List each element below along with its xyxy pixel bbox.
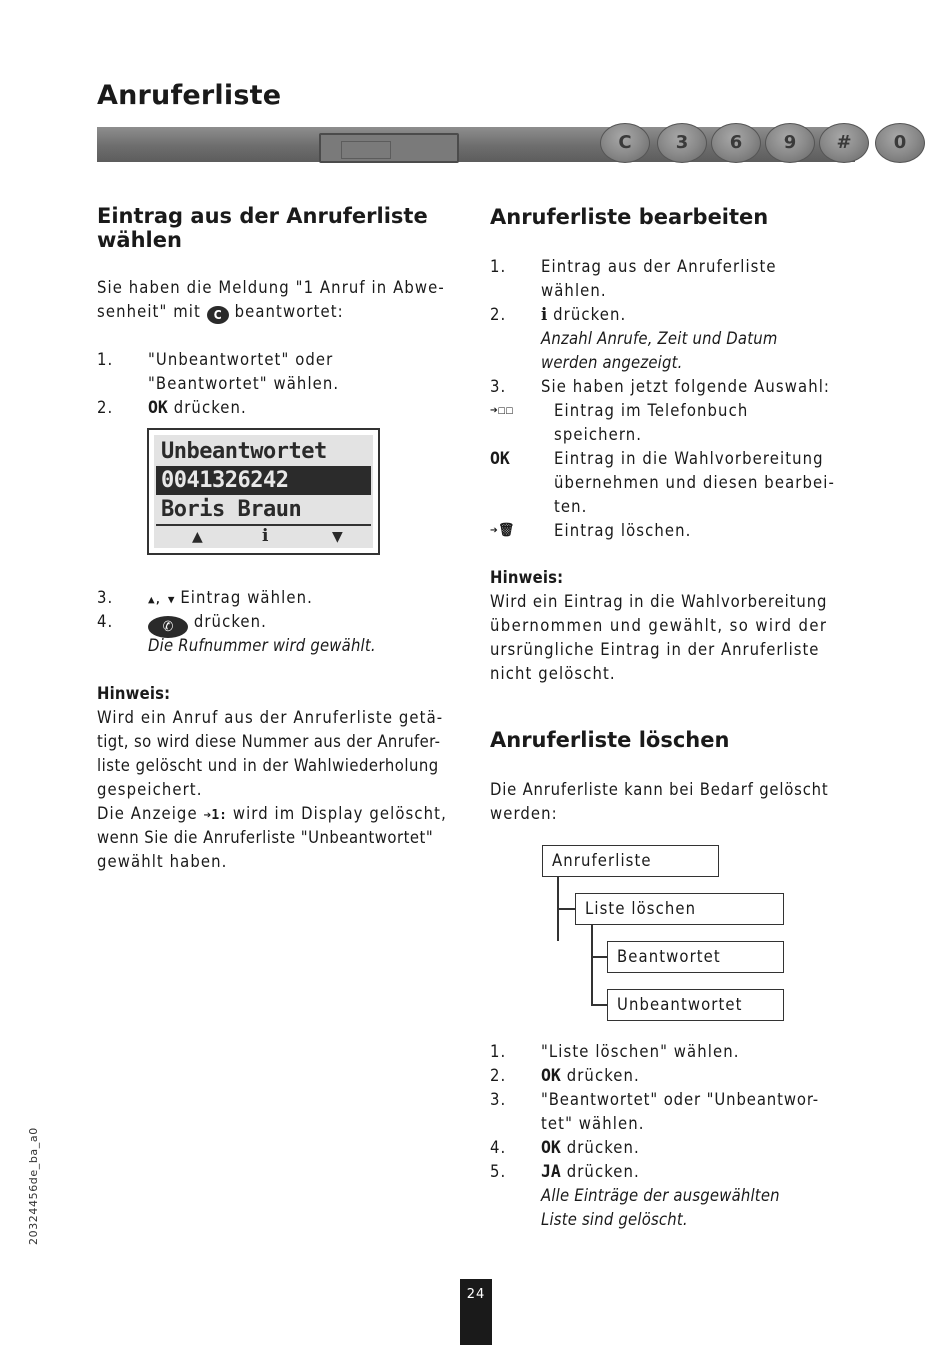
down-arrow-icon: ▼ xyxy=(332,529,343,545)
step-text: "Unbeantwortet" oder xyxy=(148,350,334,369)
note-title: Hinweis: xyxy=(97,684,171,703)
menu-item-unbeantwortet: Unbeantwortet xyxy=(607,989,784,1021)
ok-key-icon: OK xyxy=(148,398,168,417)
note-line: Die Anzeige ➔1: wird im Display gelöscht, xyxy=(97,804,447,823)
step-number: 2. xyxy=(490,305,507,324)
document-code: 20324456de_ba_a0 xyxy=(27,1127,40,1245)
step-note: Anzahl Anrufe, Zeit und Datum xyxy=(541,329,778,348)
intro-line: Sie haben die Meldung "1 Anruf in Abwe- xyxy=(97,278,445,297)
step-number: 2. xyxy=(490,1066,507,1085)
call-key-icon: ✆ xyxy=(148,616,188,638)
note-line: nicht gelöscht. xyxy=(490,664,616,683)
tree-connector xyxy=(591,956,607,958)
note-line: Wird ein Eintrag in die Wahlvorbereitung xyxy=(490,592,828,611)
step-note: werden angezeigt. xyxy=(541,353,683,372)
note-line: gewählt haben. xyxy=(97,852,228,871)
step-text: ▲, ▼ Eintrag wählen. xyxy=(148,588,313,607)
info-key-icon: i xyxy=(541,305,548,324)
ok-key-icon: OK xyxy=(490,449,510,468)
tree-connector xyxy=(557,908,575,910)
note-line: wenn Sie die Anruferliste "Unbeantwortet" xyxy=(97,828,434,847)
menu-item-beantwortet: Beantwortet xyxy=(607,941,784,973)
keypad-key: 9 xyxy=(765,123,815,163)
note-line: übernommen und gewählt, so wird der xyxy=(490,616,828,635)
note-line: liste gelöscht und in der Wahlwiederholung xyxy=(97,756,439,775)
option-text: speichern. xyxy=(554,425,643,444)
step-text: Eintrag aus der Anruferliste xyxy=(541,257,777,276)
tree-connector xyxy=(591,1004,607,1006)
option-text: Eintrag löschen. xyxy=(554,521,692,540)
section-heading-delete-list: Anruferliste löschen xyxy=(490,728,730,752)
option-text: übernehmen und diesen bearbei- xyxy=(554,473,835,492)
intro-line: Die Anruferliste kann bei Bedarf gelöscht xyxy=(490,780,829,799)
keypad-key: # xyxy=(819,123,869,163)
display-illustration xyxy=(147,428,380,555)
info-icon: i xyxy=(262,526,269,546)
note-line: gespeichert. xyxy=(97,780,203,799)
step-text: tet" wählen. xyxy=(541,1114,645,1133)
step-note: Alle Einträge der ausgewählten xyxy=(541,1186,780,1205)
step-text: OK drücken. xyxy=(148,398,247,417)
step-number: 4. xyxy=(97,612,114,631)
section-heading-edit-list: Anruferliste bearbeiten xyxy=(490,205,769,229)
step-text: "Beantwortet" oder "Unbeantwor- xyxy=(541,1090,820,1109)
tree-connector xyxy=(591,925,593,1005)
step-text: Sie haben jetzt folgende Auswahl: xyxy=(541,377,831,396)
phonebook-save-icon: ➔☐☐ xyxy=(490,403,514,418)
note-line: ursrüngliche Eintrag in der Anruferliste xyxy=(490,640,820,659)
intro-line: senheit" mit C beantwortet: xyxy=(97,302,344,322)
note-title: Hinweis: xyxy=(490,568,564,587)
step-number: 3. xyxy=(97,588,114,607)
step-number: 3. xyxy=(490,1090,507,1109)
step-text: "Beantwortet" wählen. xyxy=(148,374,340,393)
option-text: Eintrag in die Wahlvorbereitung xyxy=(554,449,824,468)
up-arrow-icon: ▲ xyxy=(192,529,203,545)
ok-key-icon: OK xyxy=(541,1066,561,1085)
section-heading-select-entry: Eintrag aus der Anruferliste wählen xyxy=(97,204,428,252)
step-note: Die Rufnummer wird gewählt. xyxy=(148,636,376,655)
ok-key-icon: OK xyxy=(541,1138,561,1157)
step-number: 1. xyxy=(490,257,507,276)
note-line: Wird ein Anruf aus der Anruferliste getä- xyxy=(97,708,444,727)
delete-trash-icon: ➔🗑 xyxy=(490,523,515,538)
keypad-key: 6 xyxy=(711,123,761,163)
display-line: Unbeantwortet xyxy=(161,439,327,464)
menu-item-anruferliste: Anruferliste xyxy=(542,845,719,877)
yes-key-icon: JA xyxy=(541,1162,561,1181)
step-number: 5. xyxy=(490,1162,507,1181)
note-line: tigt, so wird diese Nummer aus der Anrufer- xyxy=(97,732,441,751)
display-line: Boris Braun xyxy=(161,497,302,522)
option-text: Eintrag im Telefonbuch xyxy=(554,401,749,420)
keypad-key: C xyxy=(600,123,650,163)
page-number: 24 xyxy=(460,1279,492,1345)
step-number: 2. xyxy=(97,398,114,417)
keypad-key: 3 xyxy=(657,123,707,163)
step-text: i drücken. xyxy=(541,305,627,324)
keypad-key: 0 xyxy=(875,123,925,163)
page-title: Anruferliste xyxy=(97,80,282,111)
c-key-icon: C xyxy=(207,306,229,324)
intro-line: werden: xyxy=(490,804,558,823)
up-down-arrow-icons: ▲, ▼ xyxy=(148,593,175,606)
step-text: wählen. xyxy=(541,281,607,300)
step-number: 4. xyxy=(490,1138,507,1157)
missed-call-icon: ➔1: xyxy=(203,808,227,823)
step-text: ✆ drücken. xyxy=(148,610,267,638)
step-text: "Liste löschen" wählen. xyxy=(541,1042,740,1061)
menu-item-liste-loeschen: Liste löschen xyxy=(575,893,784,925)
step-text: OK drücken. xyxy=(541,1138,640,1157)
step-note: Liste sind gelöscht. xyxy=(541,1210,688,1229)
step-number: 3. xyxy=(490,377,507,396)
step-text: JA drücken. xyxy=(541,1162,640,1181)
phone-keypad-banner xyxy=(97,127,907,162)
display-line-selected: 0041326242 xyxy=(156,466,371,495)
option-text: ten. xyxy=(554,497,588,516)
step-number: 1. xyxy=(490,1042,507,1061)
step-text: OK drücken. xyxy=(541,1066,640,1085)
step-number: 1. xyxy=(97,350,114,369)
phone-screen-shape xyxy=(319,133,459,163)
